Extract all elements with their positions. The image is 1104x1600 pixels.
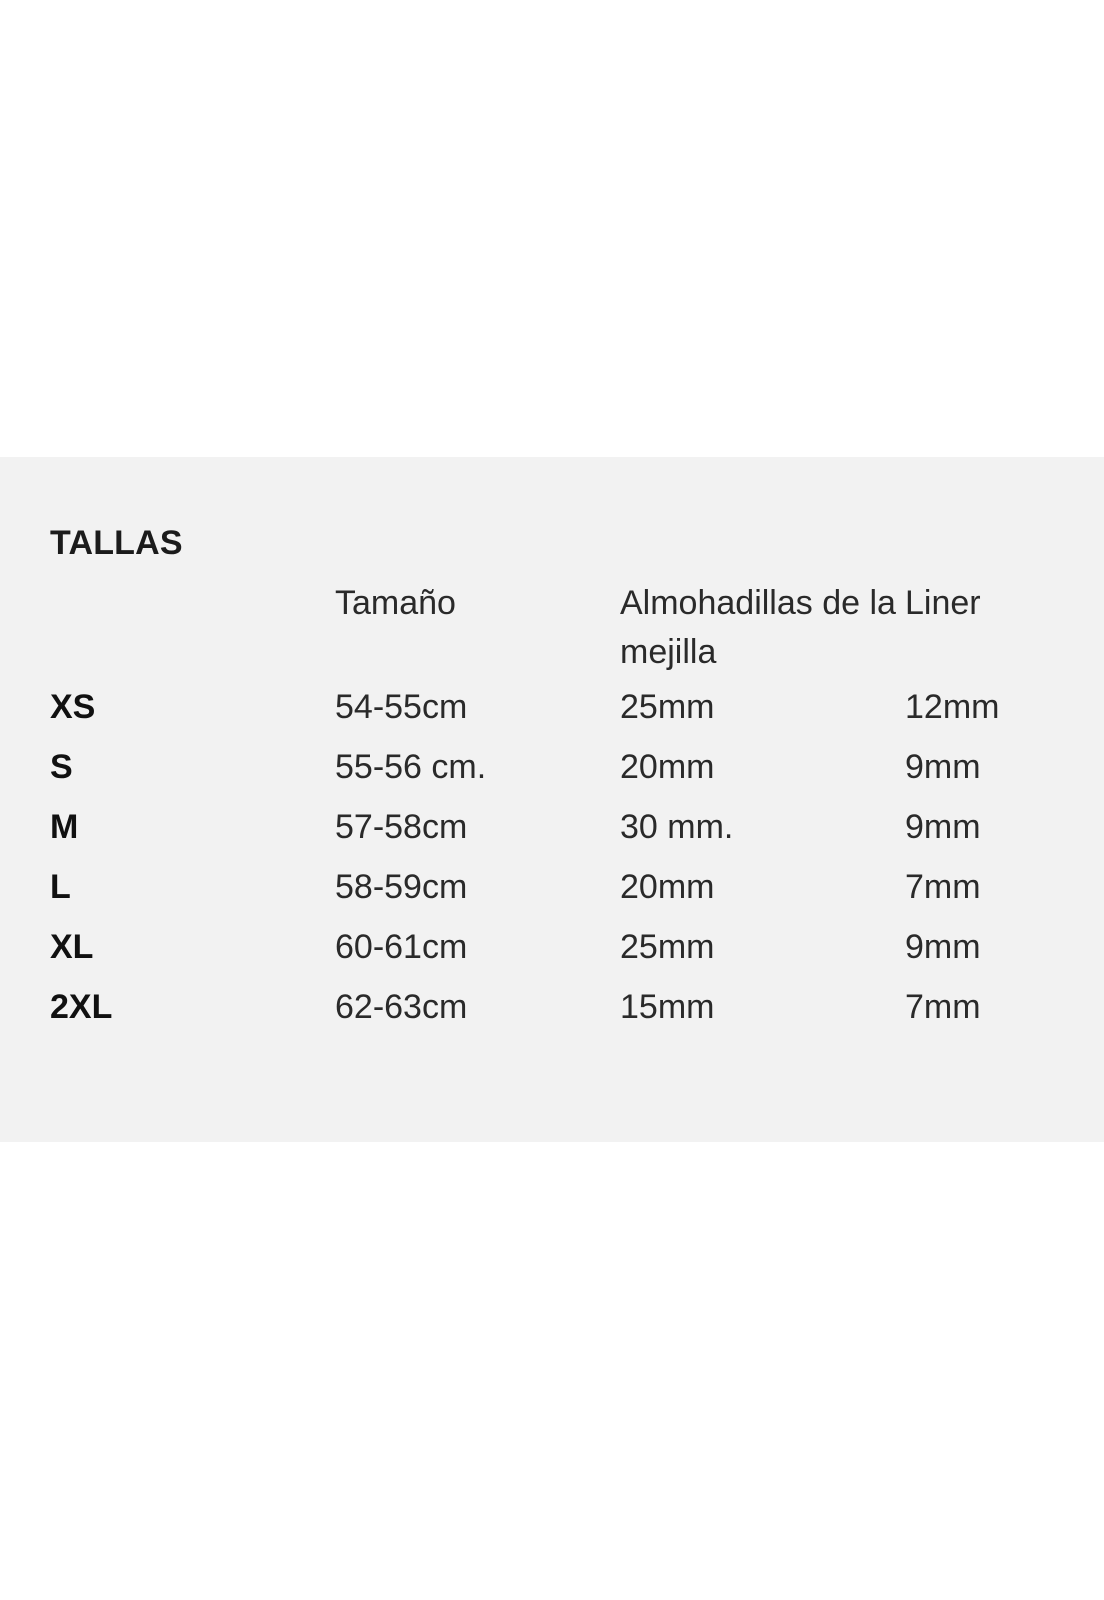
table-row [50, 803, 1070, 863]
cell-liner: 9mm [905, 808, 981, 846]
cell-almohadillas: 15mm [620, 988, 715, 1026]
cell-tamano: 57-58cm [335, 808, 468, 846]
cell-liner: 7mm [905, 988, 981, 1026]
cell-liner: 12mm [905, 688, 1000, 726]
table-row [50, 683, 1070, 743]
size-chart-table [50, 579, 1070, 1043]
cell-talla: XS [50, 688, 96, 726]
cell-liner: 7mm [905, 868, 981, 906]
cell-tamano: 54-55cm [335, 688, 468, 726]
cell-almohadillas: 25mm [620, 688, 715, 726]
header-tamano: Tamaño [335, 584, 456, 622]
table-row [50, 923, 1070, 983]
table-header-row [50, 579, 1070, 683]
cell-talla: S [50, 748, 73, 786]
cell-tamano: 58-59cm [335, 868, 468, 906]
table-row [50, 743, 1070, 803]
header-almohadillas: Almohadillas de la mejilla [620, 584, 896, 671]
cell-tamano: 62-63cm [335, 988, 468, 1026]
cell-tamano: 55-56 cm. [335, 748, 487, 786]
cell-talla: L [50, 868, 71, 906]
cell-almohadillas: 25mm [620, 928, 715, 966]
size-chart-title: TALLAS [50, 524, 183, 562]
cell-almohadillas: 20mm [620, 748, 715, 786]
cell-almohadillas: 30 mm. [620, 808, 734, 846]
cell-talla: M [50, 808, 79, 846]
cell-almohadillas: 20mm [620, 868, 715, 906]
table-row [50, 863, 1070, 923]
table-row [50, 983, 1070, 1043]
size-chart-panel [0, 457, 1104, 1142]
cell-liner: 9mm [905, 748, 981, 786]
cell-tamano: 60-61cm [335, 928, 468, 966]
header-talla [50, 579, 335, 683]
cell-talla: XL [50, 928, 94, 966]
cell-liner: 9mm [905, 928, 981, 966]
header-liner: Liner [905, 584, 981, 622]
cell-talla: 2XL [50, 988, 113, 1026]
